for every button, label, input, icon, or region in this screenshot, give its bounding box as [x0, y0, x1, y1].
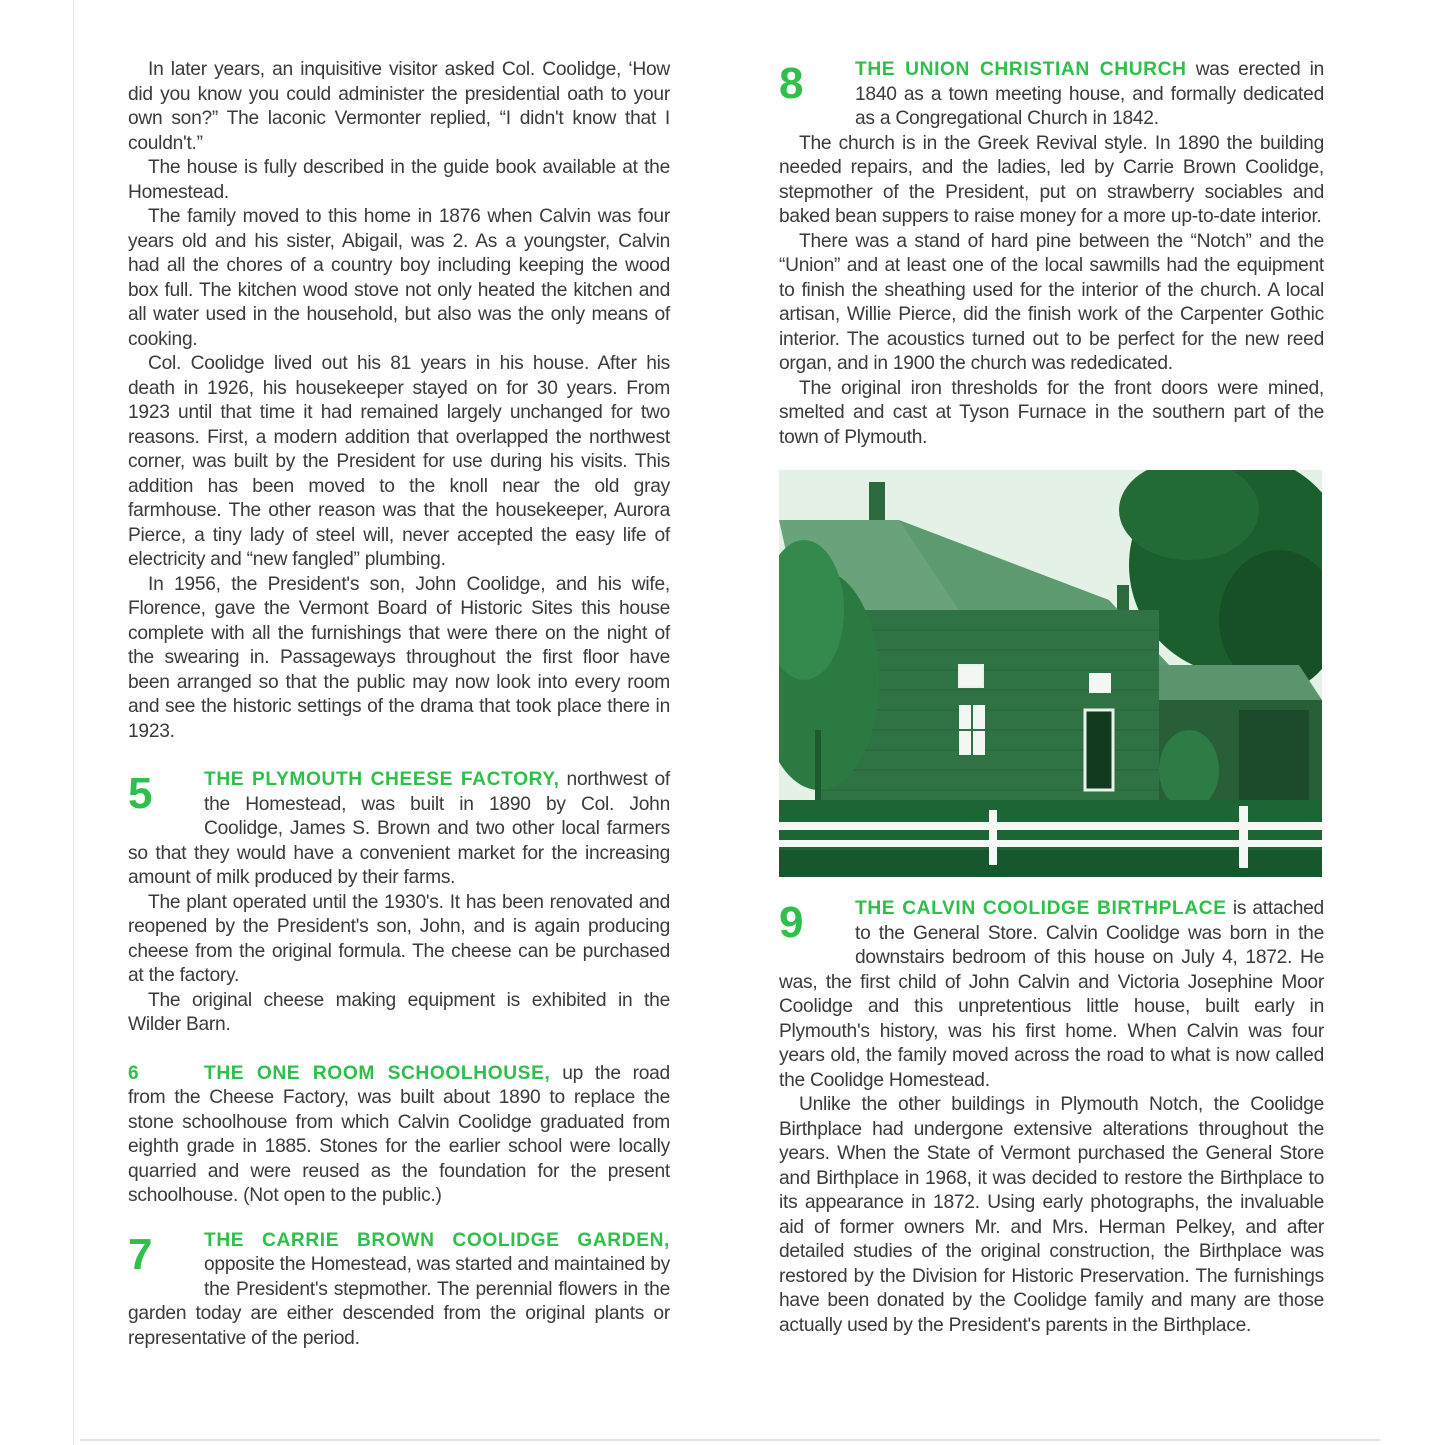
entry-number: 5	[128, 769, 153, 818]
entry-heading: THE UNION CHRISTIAN CHURCH	[855, 59, 1187, 80]
entry-paragraph: The church is in the Greek Revival style. In 1890 the building needed repairs, and the ladies, led by Carrie Brown Coolidge, stepmother of the President, put on strawberry sociables and baked bean suppers to raise money for a more up-to-date interior.	[779, 132, 1324, 227]
entry-paragraph: Unlike the other buildings in Plymouth Notch, the Coolidge Birthplace had undergone extensive alterations throughout the years. When the State of Vermont purchased the General Store and Birthplace in 1968, it was decided to restore the Birthplace to its appearance in 1872. Using early photographs, the invaluable aid of former owners Mr. and Mrs. Herman Pelkey, and after detailed studies of the original construction, the Birthplace was restored by the Division for Historic Preservation. The furnishings have been donated by the Coolidge family and many are those actually used by the President's parents in the Birthplace.	[779, 1094, 1324, 1336]
intro-paragraph-5: In 1956, the President's son, John Coolidge, and his wife, Florence, gave the Vermont Board of Historic Sites this house complete with all the furnishings that were there on the night of the swearing in. Passageways throughout the first floor have been arranged so that the public may now look into every room and see the historic settings of the drama that took place there in 1923.	[128, 573, 670, 742]
entry-number: 9	[779, 898, 804, 947]
entry-garden	[128, 1229, 670, 1352]
entry-lead-text: up the road from the Cheese Factory, was built about 1890 to replace the stone schoolhouse from which Calvin Coolidge graduated from eighth grade in 1885. Stones for the earlier school were locally quarried and were reused as the foundation for the present schoolhouse. (Not open to the public.)	[128, 1062, 670, 1206]
entry-lead	[779, 897, 1324, 1093]
right-column	[779, 58, 1324, 1338]
entry-lead-text: opposite the Homestead, was started and maintained by the President's stepmother. The perennial flowers in the garden today are either descended from the original plants or representative of the period.	[128, 1254, 670, 1349]
entry-lead	[128, 1062, 670, 1209]
entry-lead-text: was erected in 1840 as a town meeting house, and formally dedicated as a Congregational Church in 1842.	[855, 59, 1324, 129]
entry-paragraph: There was a stand of hard pine between the “Notch” and the “Union” and at least one of the local sawmills had the equipment to finish the sheathing used for the interior of the church. A local artisan, Willie Pierce, did the finish work of the Carpenter Gothic interior. The acoustics turned out to be perfect for the new reed organ, and in 1900 the church was rededicated.	[779, 230, 1324, 374]
entry-schoolhouse	[128, 1062, 670, 1209]
entry-lead	[128, 768, 670, 891]
birthplace-photo	[779, 470, 1322, 877]
entry-heading: THE CARRIE BROWN COOLIDGE GARDEN,	[204, 1229, 670, 1251]
entry-birthplace	[779, 897, 1324, 1338]
entry-number: 6	[128, 1062, 139, 1084]
entry-lead	[779, 58, 1324, 132]
entry-union-church	[779, 58, 1324, 450]
entry-cheese-factory	[128, 768, 670, 1038]
left-column	[128, 58, 670, 1351]
entry-number: 8	[779, 59, 804, 108]
intro-paragraph-4: Col. Coolidge lived out his 81 years in his house. After his death in 1926, his housekeeper stayed on for 30 years. From 1923 until that time it had remained largely unchanged for two reasons. First, a modern addition that overlapped the northwest corner, was built by the President for use during his visits. This addition has been moved to the knoll near the old gray farmhouse. The other reason was that the housekeeper, Aurora Pierce, a tiny lady of steel will, never accepted the easy life of electricity and “new fangled” plumbing.	[128, 353, 670, 570]
entry-heading: THE CALVIN COOLIDGE BIRTHPLACE	[855, 898, 1227, 919]
entry-heading: THE ONE ROOM SCHOOLHOUSE,	[204, 1062, 551, 1084]
page-bottom-edge	[80, 1439, 1380, 1441]
entry-number: 7	[128, 1229, 153, 1279]
entry-paragraph: The original cheese making equipment is exhibited in the Wilder Barn.	[128, 989, 670, 1035]
intro-paragraph-3: The family moved to this home in 1876 when Calvin was four years old and his sister, Abigail, was 2. As a youngster, Calvin had all the chores of a country boy including keeping the wood box full. The kitchen wood stove not only heated the kitchen and all water used in the household, but also was the only means of cooking.	[128, 206, 670, 350]
entry-paragraph: The original iron thresholds for the front doors were mined, smelted and cast at Tyson Furnace in the southern part of the town of Plymouth.	[779, 377, 1324, 448]
page-fold-line	[73, 0, 74, 1445]
entry-paragraph: The plant operated until the 1930's. It has been renovated and reopened by the President's son, John, and is again producing cheese from the original formula. The cheese can be purchased at the factory.	[128, 891, 670, 986]
entry-lead-text: is attached to the General Store. Calvin Coolidge was born in the downstairs bedroom of this house on July 4, 1872. He was, the first child of John Calvin and Victoria Josephine Moor Coolidge and this unpretentious little house, built early in Plymouth's history, was his first home. When Calvin was four years old, the family moved across the road to what is now called the Coolidge Homestead.	[779, 898, 1324, 1091]
entry-lead	[128, 1229, 670, 1352]
intro-paragraph-1: In later years, an inquisitive visitor asked Col. Coolidge, ‘How did you know you could administer the presidential oath to your own son?” The laconic Vermonter replied, “I didn't know that I couldn't.”	[128, 59, 670, 154]
intro-paragraph-2: The house is fully described in the guide book available at the Homestead.	[128, 157, 670, 203]
entry-lead-text: northwest of the Homestead, was built in 1890 by Col. John Coolidge, James S. Brown and two other local farmers so that they would have a convenient market for the increasing amount of milk produced by their farms.	[128, 769, 670, 888]
entry-heading: THE PLYMOUTH CHEESE FACTORY,	[204, 769, 560, 790]
